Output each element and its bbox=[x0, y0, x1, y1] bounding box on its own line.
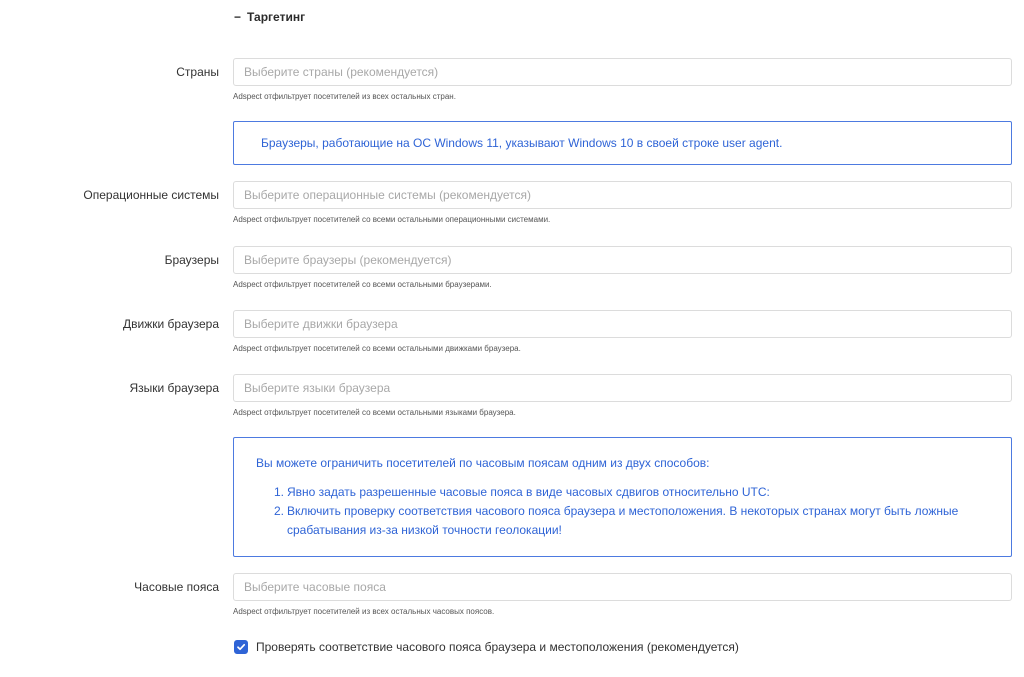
engines-help: Adspect отфильтрует посетителей со всеми остальными движками браузера. bbox=[233, 344, 521, 353]
languages-select[interactable] bbox=[233, 374, 1012, 402]
os-label: Операционные системы bbox=[83, 188, 219, 202]
timezones-label: Часовые пояса bbox=[134, 580, 219, 594]
os-help: Adspect отфильтрует посетителей со всеми остальными операционными системами. bbox=[233, 215, 551, 224]
languages-label: Языки браузера bbox=[129, 381, 219, 395]
windows-notice bbox=[233, 121, 1012, 165]
engines-label: Движки браузера bbox=[123, 317, 219, 331]
browsers-label: Браузеры bbox=[164, 253, 219, 267]
os-select[interactable] bbox=[233, 181, 1012, 209]
timezones-help: Adspect отфильтрует посетителей из всех остальных часовых поясов. bbox=[233, 607, 495, 616]
list-text: Явно задать разрешенные часовые пояса в виде часовых сдвигов относительно UTC: bbox=[287, 485, 770, 499]
countries-select[interactable] bbox=[233, 58, 1012, 86]
timezone-check-option[interactable] bbox=[234, 640, 739, 654]
browsers-help: Adspect отфильтрует посетителей со всеми остальными браузерами. bbox=[233, 280, 492, 289]
checkmark-icon bbox=[236, 642, 246, 652]
countries-label: Страны bbox=[176, 65, 219, 79]
browsers-select[interactable] bbox=[233, 246, 1012, 274]
targeting-section-header[interactable] bbox=[234, 10, 305, 24]
list-number: 2. bbox=[274, 504, 285, 518]
timezones-select[interactable] bbox=[233, 573, 1012, 601]
section-title: Таргетинг bbox=[247, 10, 306, 24]
timezone-check-label: Проверять соответствие часового пояса браузера и местоположения (рекомендуется) bbox=[256, 640, 739, 654]
timezones-notice-intro: Вы можете ограничить посетителей по часовым поясам одним из двух способов: bbox=[256, 456, 710, 470]
countries-help: Adspect отфильтрует посетителей из всех остальных стран. bbox=[233, 92, 456, 101]
timezones-notice-item bbox=[256, 483, 1011, 502]
list-text: Включить проверку соответствия часового пояса браузера и местоположения. В некоторых странах могут быть ложные срабатывания из-за низкой точности геолокации! bbox=[287, 504, 959, 537]
timezones-notice-item bbox=[256, 502, 1011, 540]
timezones-notice-list bbox=[256, 483, 1011, 540]
timezones-notice bbox=[233, 437, 1012, 557]
languages-help: Adspect отфильтрует посетителей со всеми остальными языками браузера. bbox=[233, 408, 516, 417]
windows-notice-text: Браузеры, работающие на ОС Windows 11, указывают Windows 10 в своей строке user agent. bbox=[261, 136, 783, 150]
engines-select[interactable] bbox=[233, 310, 1012, 338]
timezone-check-checkbox[interactable] bbox=[234, 640, 248, 654]
list-number: 1. bbox=[274, 485, 285, 499]
collapse-toggle-icon[interactable]: − bbox=[234, 10, 242, 24]
